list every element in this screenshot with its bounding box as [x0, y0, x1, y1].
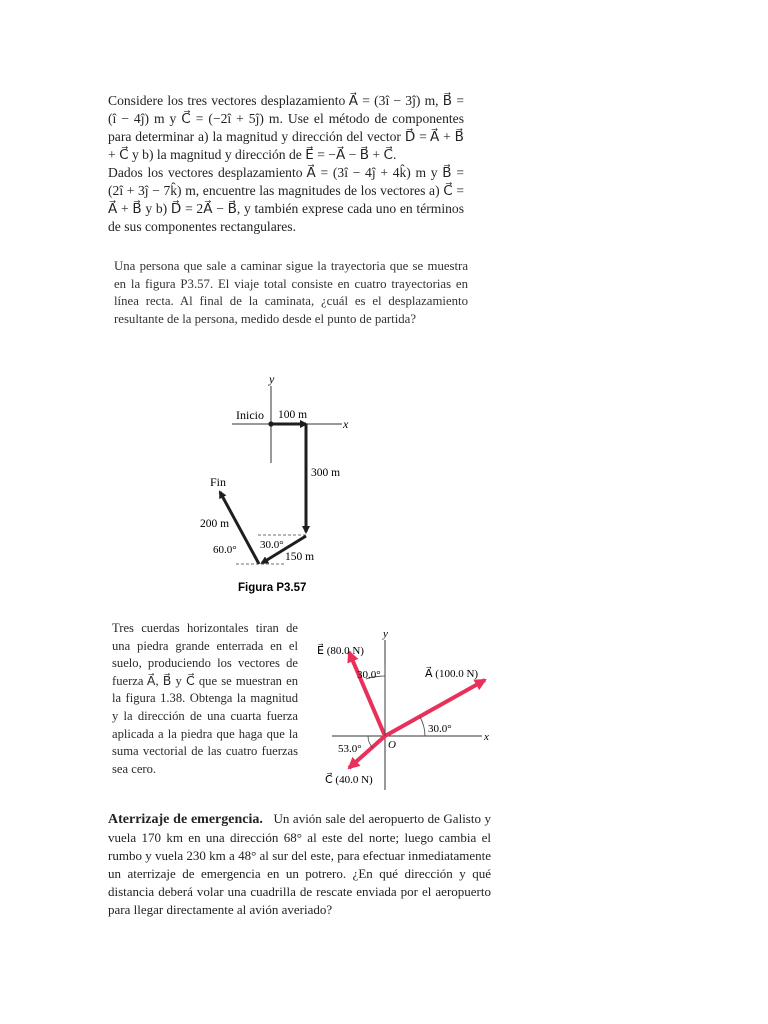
- end-label: Fin: [210, 475, 227, 489]
- vector-a-label: A⃗ (100.0 N): [425, 668, 479, 680]
- segment-100m-label: 100 m: [278, 409, 308, 421]
- angle-arc-a: [420, 717, 425, 736]
- problem-5-title: Aterrizaje de emergencia.: [108, 812, 263, 827]
- angle-label-e: 30.0°: [357, 669, 381, 681]
- angle-label-60: 60.0°: [213, 544, 237, 556]
- segment-200m-label: 200 m: [200, 518, 230, 530]
- problem-text-2: Dados los vectores desplazamiento A⃗ = (3î − 4ĵ + 4k̂) m y B⃗ = (2î + 3ĵ − 7k̂) m, encuentre las magnitudes de los vectores a) C⃗ = A⃗ + B⃗ y b) D⃗ = 2A⃗ − B⃗, y también exprese cada uno en términos de sus componentes rectangulares.: [108, 165, 464, 234]
- problem-text-4: Tres cuerdas horizontales tiran de una piedra grande enterrada en el suelo, produciendo los vectores de fuerza A⃗, B⃗ y C⃗ que se muestran en la figura 1.38. Obtenga la magnitud y la dirección de una cuarta fuerza aplicada a la piedra que haga que la suma vectorial de las cuatro fuerzas sea cero.: [112, 621, 298, 776]
- angle-label-a: 30.0°: [428, 723, 452, 735]
- problem-5-block: [108, 810, 491, 919]
- problem-text-1: Considere los tres vectores desplazamiento A⃗ = (3î − 3ĵ) m, B⃗ = (î − 4ĵ) m y C⃗ = (−2î + 5ĵ) m. Use el método de componentes para determinar a) la magnitud y dirección del vector D⃗ = A⃗ + B⃗ + C⃗ y b) la magnitud y dirección de E⃗ = −A⃗ − B⃗ + C⃗.: [108, 93, 464, 162]
- vector-e-arrow: [349, 652, 385, 736]
- axis-label-y: y: [269, 372, 275, 386]
- figure-caption: Figura P3.57: [238, 582, 307, 594]
- segment-300m-label: 300 m: [311, 467, 341, 479]
- problem-text-3: Una persona que sale a caminar sigue la trayectoria que se muestra en la figura P3.57. El viaje total consiste en cuatro trayectorias en línea recta. Al final de la caminata, ¿cuál es el desplazamiento resultante de la persona, medido desde el punto de partida?: [114, 259, 468, 326]
- vector-e-label: E⃗ (80.0 N): [317, 645, 364, 657]
- force-axis-label-x: x: [484, 731, 489, 743]
- angle-label-30: 30.0°: [260, 539, 284, 551]
- force-axis-label-y: y: [383, 628, 388, 640]
- axis-label-x: x: [343, 417, 349, 431]
- start-label: Inicio: [236, 408, 264, 422]
- segment-150m-label: 150 m: [285, 551, 315, 563]
- angle-label-c: 53.0°: [338, 743, 362, 755]
- origin-label: O: [388, 739, 396, 751]
- problem-5-text: Un avión sale del aeropuerto de Galisto y vuela 170 km en una dirección 68° al este del norte; luego cambia el rumbo y vuela 230 km a 48° al sur del este, para efectuar inmediatamente un aterrizaje de emergencia en un potrero. ¿En qué dirección y qué distancia deberá volar una cuadrilla de rescate enviada por el aeropuerto para llegar directamente al avión averiado?: [108, 811, 492, 917]
- problem-5-spacer: [266, 811, 273, 826]
- vector-c-label: C⃗ (40.0 N): [325, 774, 373, 786]
